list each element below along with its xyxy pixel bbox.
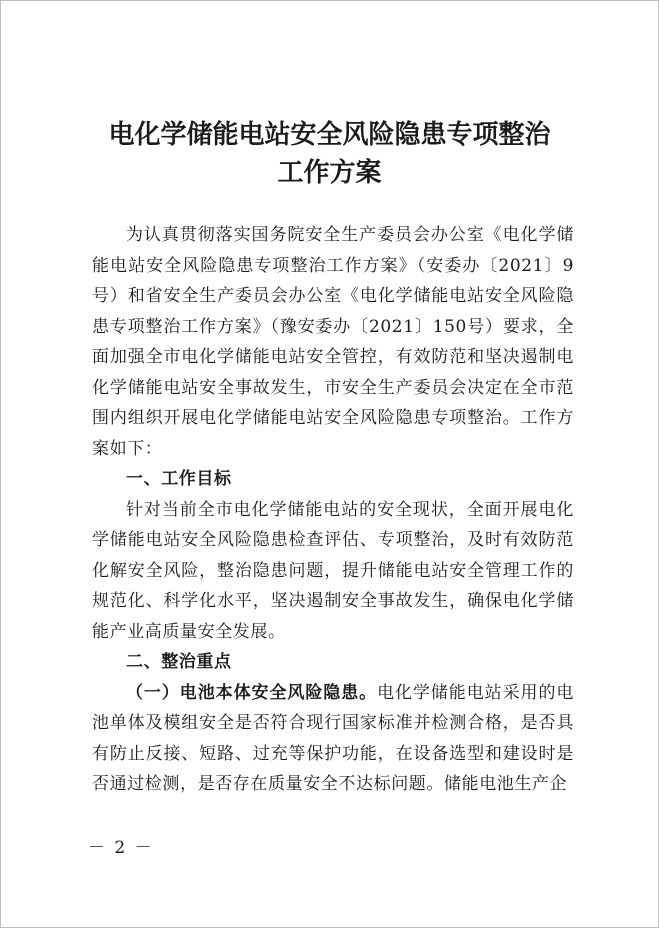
section-2-heading: 二、整治重点 bbox=[126, 652, 232, 672]
section-1-heading: 一、工作目标 bbox=[126, 469, 232, 489]
subsection-1-paragraph bbox=[92, 678, 574, 800]
subsection-1-heading: （一）电池本体安全风险隐患。 bbox=[126, 682, 378, 703]
page-number: － 2 － bbox=[88, 838, 154, 858]
document-title-line-1: 电化学储能电站安全风险隐患专项整治 bbox=[108, 120, 551, 150]
document-body bbox=[92, 220, 574, 800]
subsection-1-text: 电化学储能电站采用的电池单体及模组安全是否符合现行国家标准并检测合格，是否具有防止反接、短路、过充等保护功能，在设备选型和建设时是否通过检测，是否存在质量安全不达标问题。储能电池生产企 bbox=[92, 682, 574, 794]
intro-paragraph: 为认真贯彻落实国务院安全生产委员会办公室《电化学储能电站安全风险隐患专项整治工作方案》（安委办〔2021〕9号）和省安全生产委员会办公室《电化学储能电站安全风险隐患专项整治工作方案》（豫安委办〔2021〕150号）要求，全面加强全市电化学储能电站安全管控，有效防范和坚决遏制电化学储能电站安全事故发生，市安全生产委员会决定在全市范围内组织开展电化学储能电站安全风险隐患专项整治。工作方案如下： bbox=[92, 225, 574, 459]
section-1-paragraph: 针对当前全市电化学储能电站的安全现状，全面开展电化学储能电站安全风险隐患检查评估、专项整治，及时有效防范化解安全风险，整治隐患问题，提升储能电站安全管理工作的规范化、科学化水平，坚决遏制安全事故发生，确保电化学储能产业高质量安全发展。 bbox=[92, 499, 574, 642]
document-title-line-2: 工作方案 bbox=[277, 158, 382, 188]
